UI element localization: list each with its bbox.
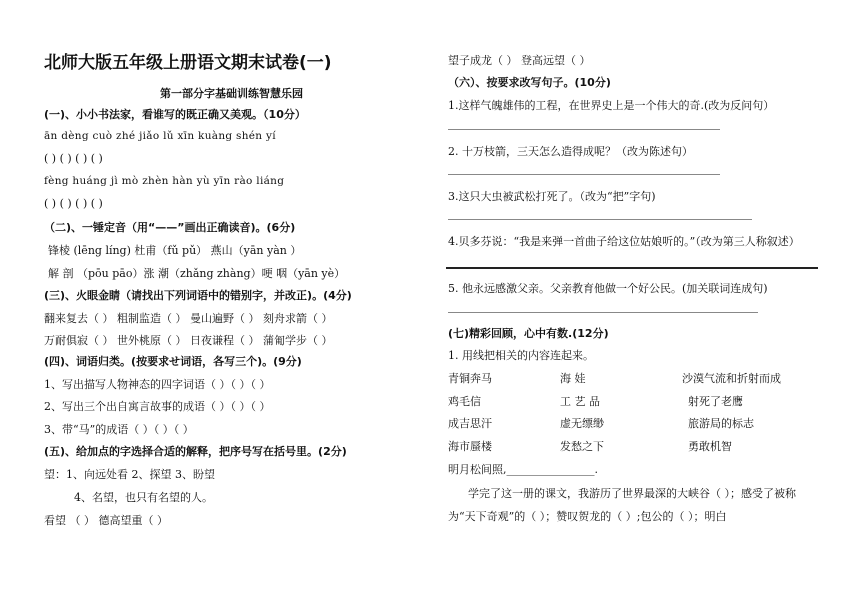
- rewrite-question-2: 2. 十万枝箭，三天怎么造得成呢？（改为陈述句）: [448, 145, 693, 158]
- meaning-option-4: 4、名望，也只有名望的人。: [74, 491, 213, 504]
- poem-fill-line[interactable]: 明月松间照,________________.: [448, 463, 598, 476]
- section-2-heading: （二)、一锤定音（用“——”画出正确读音)。(6分): [44, 221, 296, 234]
- answer-line-3[interactable]: [448, 219, 752, 220]
- category-question-3: 3、带“马”的成语（ ）（ ）（ ）: [44, 423, 194, 436]
- pinyin-row-2: fèng huáng jì mò zhèn hàn yù yīn rào liáng: [44, 175, 285, 187]
- typo-line-2: 万耐俱寂（ ） 世外桃原（ ） 日夜谦程（ ） 蒲匍学步（ ）: [44, 334, 333, 347]
- section-6-heading: （六）、按要求改写句子。(10分): [448, 76, 611, 89]
- match-left-1[interactable]: 青铜奔马: [448, 372, 492, 385]
- match-middle-1[interactable]: 海 娃: [560, 372, 586, 385]
- section-4-heading: (四)、词语归类。(按要求せ词语，各写三个)。(9分): [44, 355, 302, 368]
- match-left-4[interactable]: 海市蜃楼: [448, 440, 492, 453]
- pronunciation-line-2: 解 剖 （pōu pāo）涨 潮（zhǎng zhàng）哽 咽（yān yè）: [48, 267, 346, 280]
- matching-instruction: 1. 用线把相关的内容连起来。: [448, 349, 594, 362]
- meaning-options: 望：1、向远处看 2、探望 3、盼望: [44, 468, 215, 481]
- category-question-2: 2、写出三个出自寓言故事的成语（ ）（ ）（ ）: [44, 400, 271, 413]
- typo-line-1: 翻来复去（ ） 粗制监造（ ） 曼山遍野（ ） 刻舟求箭（ ）: [44, 312, 333, 325]
- review-paragraph-line-1: 学完了这一册的课文，我游历了世界最深的大峡谷（ ）；感受了被称: [468, 487, 796, 500]
- pinyin-row-1: ān dèng cuò zhé jiǎo lǔ xīn kuàng shén yí: [44, 130, 276, 142]
- section-3-heading: (三)、火眼金睛（请找出下列词语中的错别字，并改正)。(4分): [44, 289, 352, 302]
- match-right-4[interactable]: 勇敢机智: [688, 440, 732, 453]
- answer-line-1[interactable]: [448, 129, 720, 130]
- rewrite-question-4: 4.贝多芬说：“我是来弹一首曲子给这位姑娘听的。”（改为第三人称叙述）: [448, 235, 800, 248]
- answer-blanks-row-2[interactable]: ( ) ( ) ( ) ( ): [44, 197, 103, 210]
- answer-line-4[interactable]: [446, 267, 818, 269]
- section-5-heading: (五)、给加点的字选择合适的解释，把序号写在括号里。(2分): [44, 445, 347, 458]
- match-left-3[interactable]: 成吉思汗: [448, 417, 492, 430]
- meaning-answers: 看望 （ ） 德高望重（ ）: [44, 514, 168, 527]
- answer-blanks-row-1[interactable]: ( ) ( ) ( ) ( ): [44, 152, 103, 165]
- match-middle-4[interactable]: 发愁之下: [560, 440, 604, 453]
- match-middle-2[interactable]: 工 艺 品: [560, 395, 600, 408]
- match-left-2[interactable]: 鸡毛信: [448, 395, 481, 408]
- section-1-heading: (一)、小小书法家，看谁写的既正确又美观。（10分）: [44, 108, 306, 121]
- section-7-heading: (七)精彩回顾，心中有数.(12分): [448, 327, 609, 340]
- rewrite-question-3: 3.这只大虫被武松打死了。（改为“把”字句): [448, 190, 656, 203]
- exam-title: 北师大版五年级上册语文期末试卷(一): [44, 53, 332, 73]
- match-right-3[interactable]: 旅游局的标志: [688, 417, 754, 430]
- category-question-1: 1、写出描写人物神态的四字词语（ ）（ ）（ ）: [44, 378, 271, 391]
- match-right-1[interactable]: 沙漠气流和折射而成: [682, 372, 781, 385]
- rewrite-question-1: 1.这样气魄雄伟的工程，在世界史上是一个伟大的奇.(改为反问句）: [448, 99, 775, 112]
- part-one-heading: 第一部分字基础训练智慧乐园: [160, 87, 303, 100]
- pronunciation-line-1: 锋棱 (lēng líng) 杜甫（fǔ pǔ） 燕山（yān yàn ）: [48, 244, 302, 257]
- review-paragraph-line-2: 为“天下奇观”的（ ）；赞叹贺龙的（ ）;包公的（ ）；明白: [448, 510, 727, 523]
- match-middle-3[interactable]: 虚无缥缈: [560, 417, 604, 430]
- answer-line-2[interactable]: [448, 174, 720, 175]
- rewrite-question-5: 5. 他永远感激父亲。父亲教育他做一个好公民。(加关联词连成句): [448, 282, 768, 295]
- match-right-2[interactable]: 射死了老鹰: [688, 395, 743, 408]
- answer-line-5[interactable]: [448, 312, 758, 313]
- meaning-answers-continued: 望子成龙（ ） 登高远望（ ）: [448, 54, 591, 67]
